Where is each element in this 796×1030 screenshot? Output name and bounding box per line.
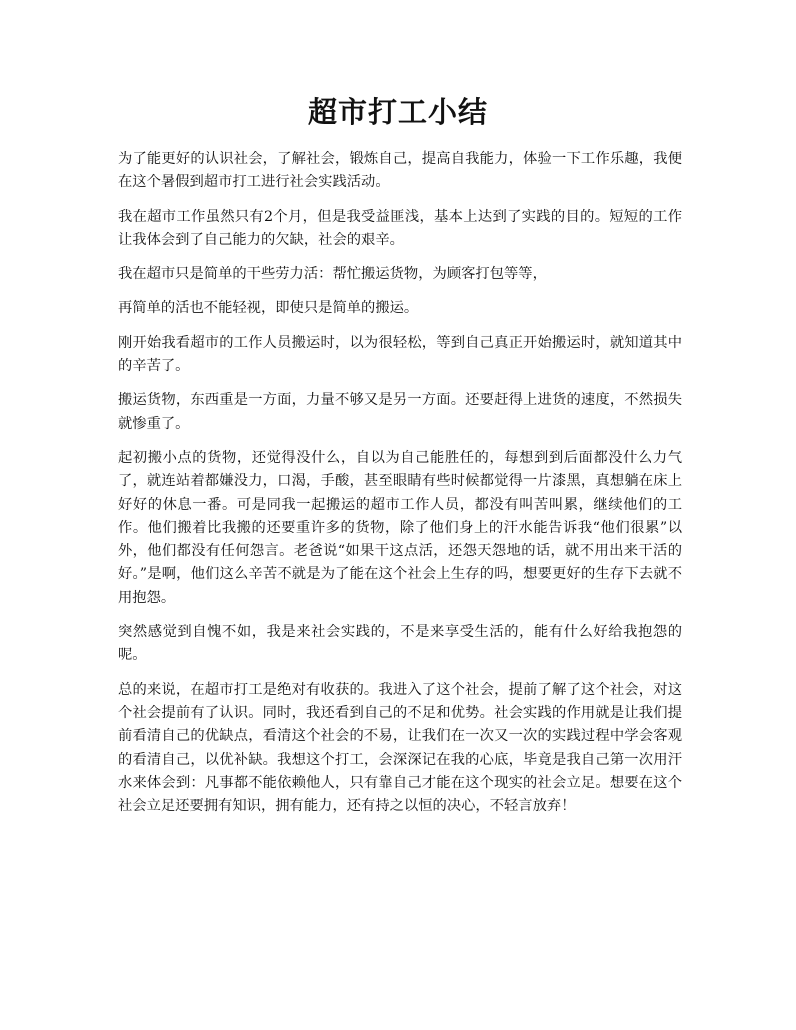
paragraph-9: 总的来说，在超市打工是绝对有收获的。我进入了这个社会，提前了解了这个社会，对这个社会提前有了认识。同时，我还看到自己的不足和优势。社会实践的作用就是让我们提前看清自己的优缺点，看清这个社会的不易，让我们在一次又一次的实践过程中学会客观的看清自己，以优补缺。我想这个打工，会深深记在我的心底，毕竟是我自己第一次用汗水来体会到：凡事都不能依赖他人，只有靠自己才能在这个现实的社会立足。想要在这个社会立足还要拥有知识，拥有能力，还有持之以恒的决心，不轻言放弃！ [118,681,682,815]
paragraph-6: 搬运货物，东西重是一方面，力量不够又是另一方面。还要赶得上进货的速度，不然损失就惨重了。 [118,392,682,432]
document-body [118,148,682,829]
paragraph-7: 起初搬小点的货物，还觉得没什么，自以为自己能胜任的，每想到到后面都没什么力气了，就连站着都嫌没力，口渴，手酸，甚至眼睛有些时候都觉得一片漆黑，真想躺在床上好好的休息一番。可是同我一起搬运的超市工作人员，都没有叫苦叫累，继续他们的工作。他们搬着比我搬的还要重许多的货物，除了他们身上的汗水能告诉我“他们很累”以外，他们都没有任何怨言。老爸说“如果干这点活，还怨天怨地的话，就不用出来干活的好。”是啊，他们这么辛苦不就是为了能在这个社会上生存的吗，想要更好的生存下去就不用抱怨。 [118,449,682,606]
paragraph-1: 为了能更好的认识社会，了解社会，锻炼自己，提高自我能力，体验一下工作乐趣，我便在这个暑假到超市打工进行社会实践活动。 [118,151,682,191]
paragraph-2: 我在超市工作虽然只有2个月，但是我受益匪浅，基本上达到了实践的目的。短短的工作让我体会到了自己能力的欠缺，社会的艰辛。 [118,208,682,248]
paragraph-5: 刚开始我看超市的工作人员搬运时，以为很轻松，等到自己真正开始搬运时，就知道其中的辛苦了。 [118,334,682,375]
paragraph-4: 再简单的活也不能轻视，即使只是简单的搬运。 [118,300,419,317]
document-title: 超市打工小结 [307,95,488,129]
paragraph-8: 突然感觉到自愧不如，我是来社会实践的，不是来享受生活的，能有什么好给我抱怨的呢。 [118,624,682,664]
paragraph-3: 我在超市只是简单的干些劳力活：帮忙搬运货物，为顾客打包等等， [118,266,547,283]
